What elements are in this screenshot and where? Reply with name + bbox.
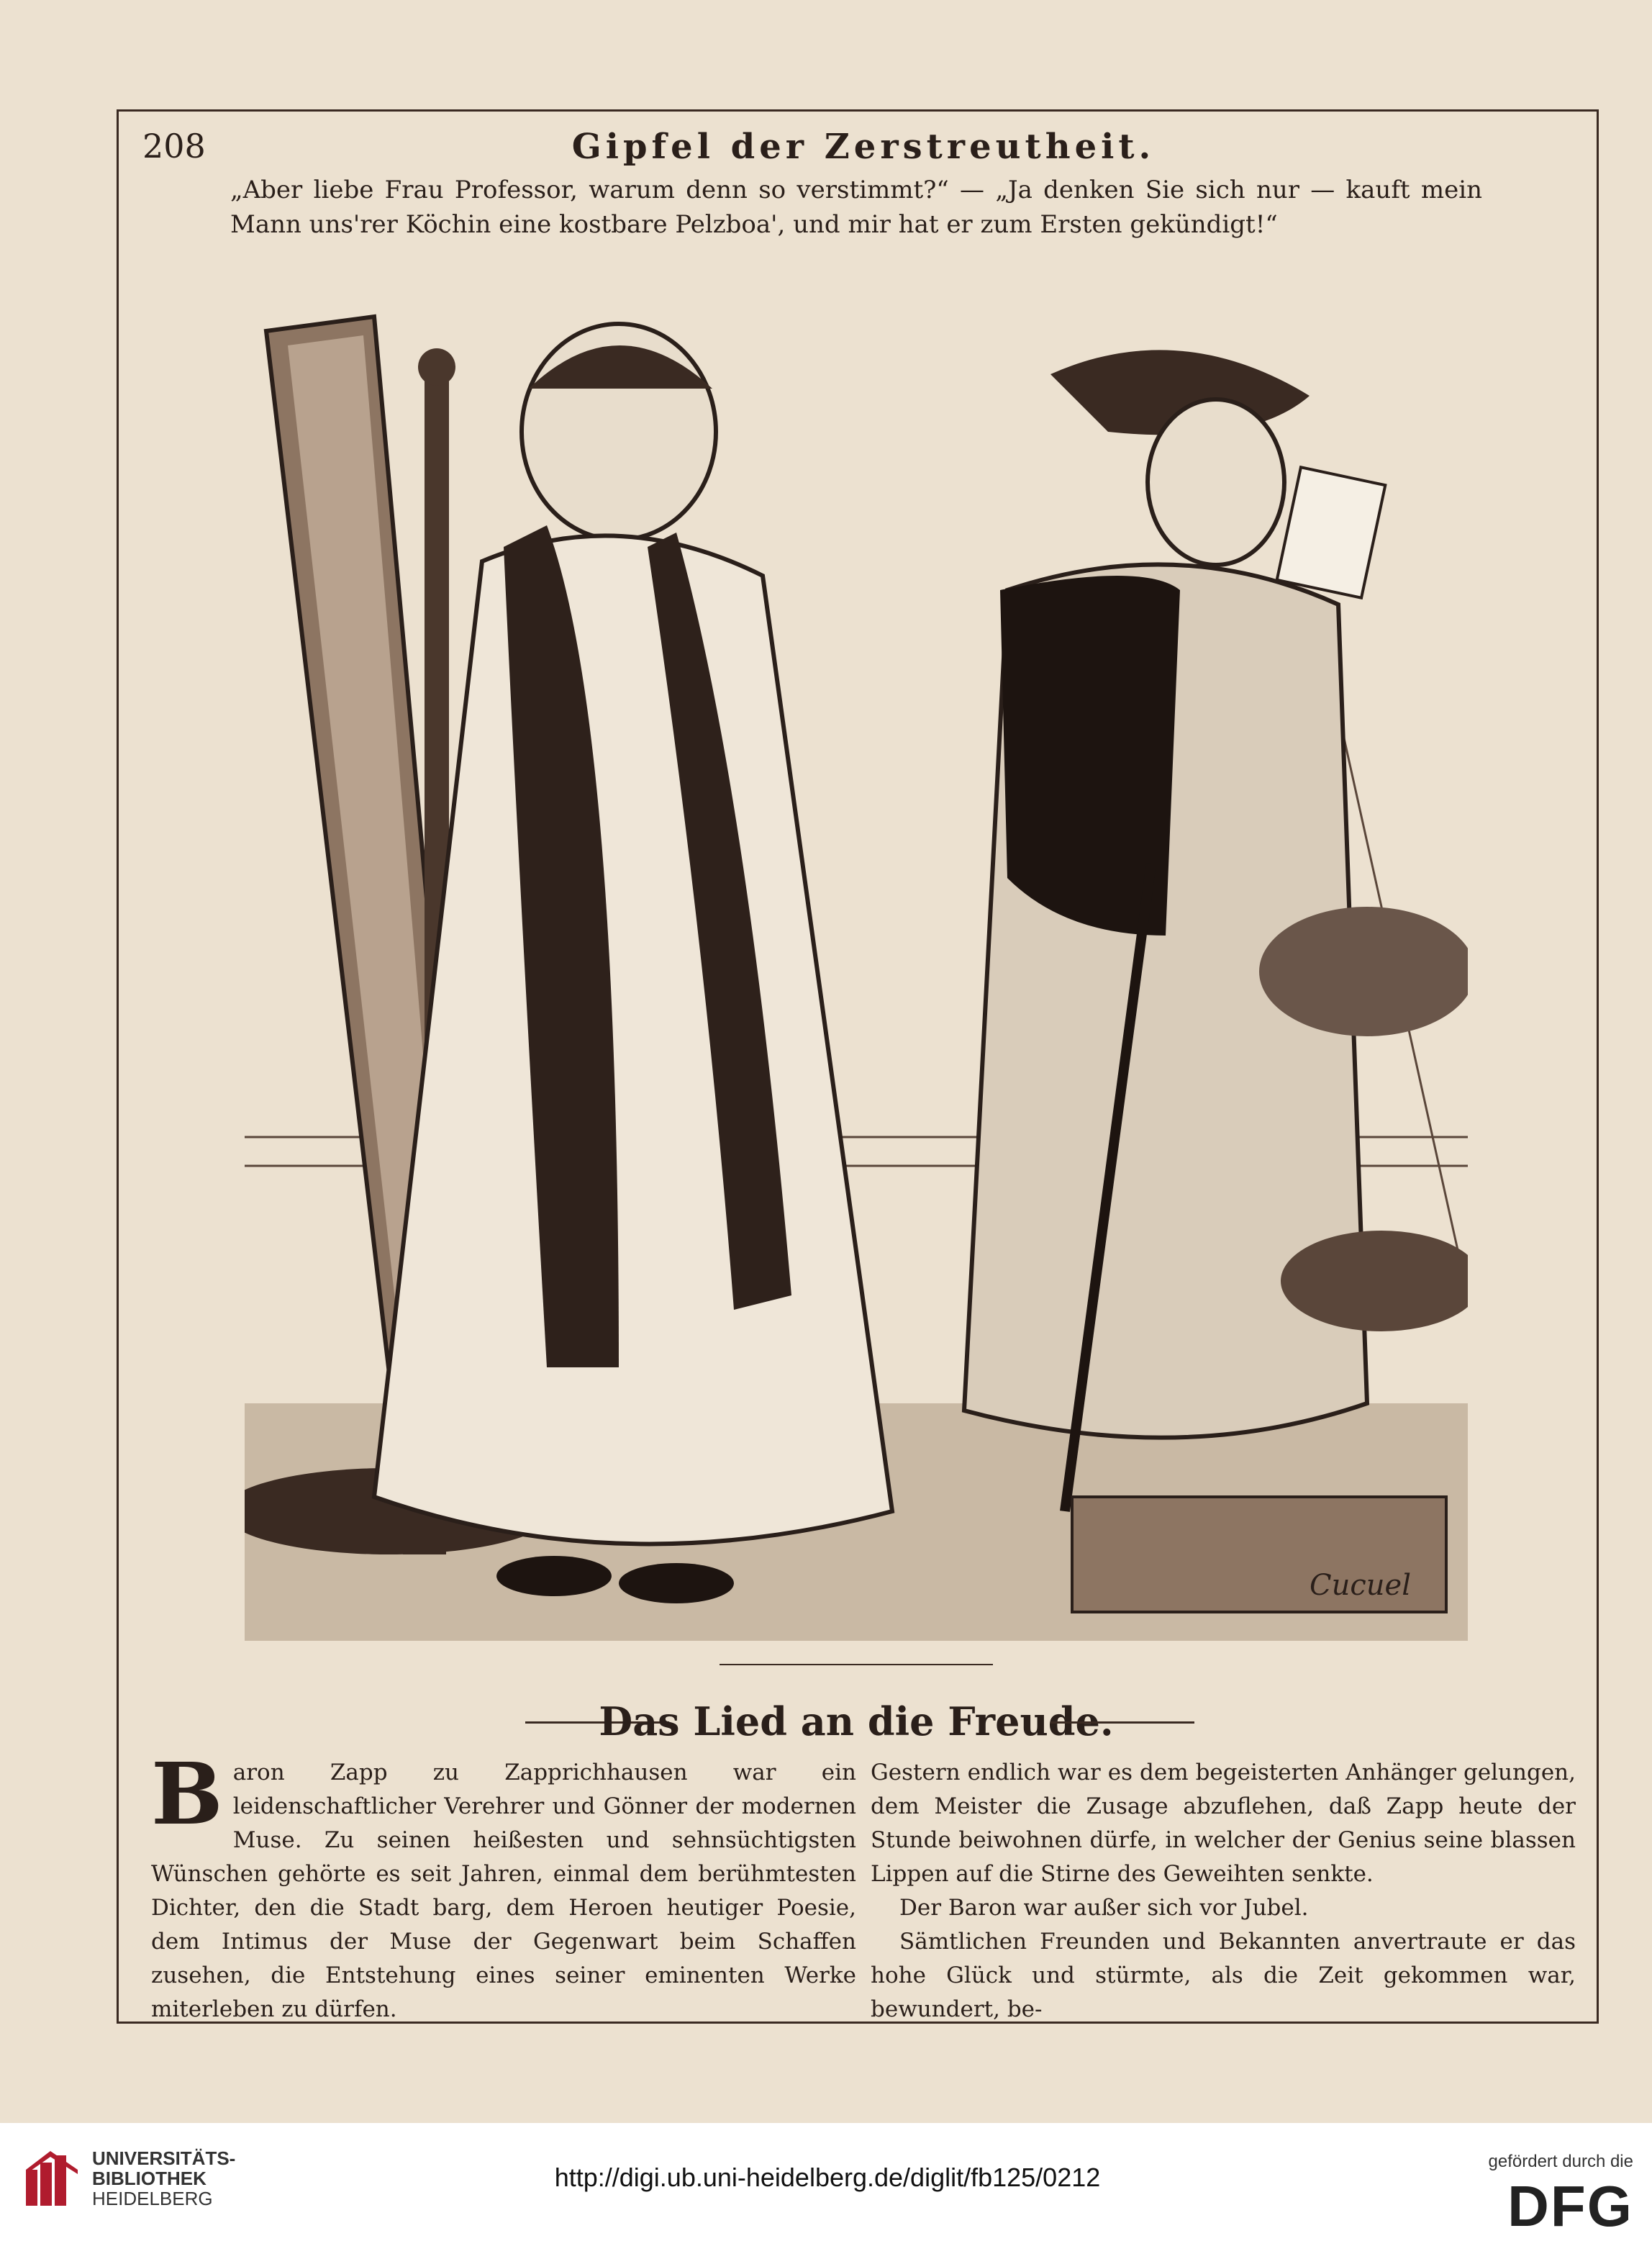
drop-cap: B xyxy=(151,1744,223,1844)
cook-figure xyxy=(374,324,892,1603)
heading-ornament-right xyxy=(1050,1721,1194,1724)
engraving-drawing xyxy=(245,288,1468,1641)
funded-by-label: gefördert durch die xyxy=(1488,2152,1633,2171)
page-number: 208 xyxy=(142,127,206,166)
artist-signature: Cucuel xyxy=(1310,1569,1411,1602)
professor-wife-figure xyxy=(964,350,1468,1511)
story-paragraph: Gestern endlich war es dem begeisterten Anhänger gelungen, dem Meister die Zusage abzuflehen, daß Zapp heute der Stunde beiwohnen dürfe, in welcher der Genius seine blassen Lippen auf die Stirne des Geweihten senkte. xyxy=(871,1760,1576,1887)
library-name-line: UNIVERSITÄTS- xyxy=(92,2147,236,2169)
cartoon-illustration xyxy=(245,288,1468,1641)
story-paragraph xyxy=(151,1744,856,2027)
story-paragraph: Sämtlichen Freunden und Bekannten anvertraute er das hohe Glück und stürmte, als die Zeit gekommen war, bewundert, be- xyxy=(871,1929,1576,2022)
library-name-line: BIBLIOTHEK xyxy=(92,2168,206,2189)
story-column-left xyxy=(151,1744,856,2027)
running-title: Gipfel der Zerstreutheit. xyxy=(571,127,1156,167)
university-library-logo-icon xyxy=(22,2148,82,2209)
cartoon-caption: „Aber liebe Frau Professor, warum denn so verstimmt?“ — „Ja denken Sie sich nur — kauft mein Mann uns'rer Köchin eine kostbare Pelzboa', und mir hat er zum Ersten gekündigt!“ xyxy=(230,176,1482,239)
library-name-line: HEIDELBERG xyxy=(92,2188,213,2209)
library-name xyxy=(92,2148,308,2209)
paragraph-text: aron Zapp zu Zapprichhausen war ein leidenschaftlicher Verehrer und Gönner der modernen Muse. Zu seinen heißesten und sehnsüchtigsten Wünschen gehörte es seit Jahren, einmal dem berühmtesten Dichter, den die Stadt barg, dem Heroen heutiger Poesie, dem Intimus der Muse der Gegenwart beim Schaffen zusehen, die Entstehung eines seiner eminenten Werke miterleben zu dürfen. xyxy=(151,1760,856,2022)
dfg-logo: DFG xyxy=(1507,2174,1633,2238)
story-column-right xyxy=(871,1756,1576,2027)
permalink-url[interactable]: http://digi.ub.uni-heidelberg.de/diglit/fb125/0212 xyxy=(554,2163,1101,2192)
section-divider xyxy=(720,1664,993,1665)
story-paragraph: Der Baron war außer sich vor Jubel. xyxy=(899,1895,1309,1921)
story-title: Das Lied an die Freude. xyxy=(599,1698,1114,1744)
